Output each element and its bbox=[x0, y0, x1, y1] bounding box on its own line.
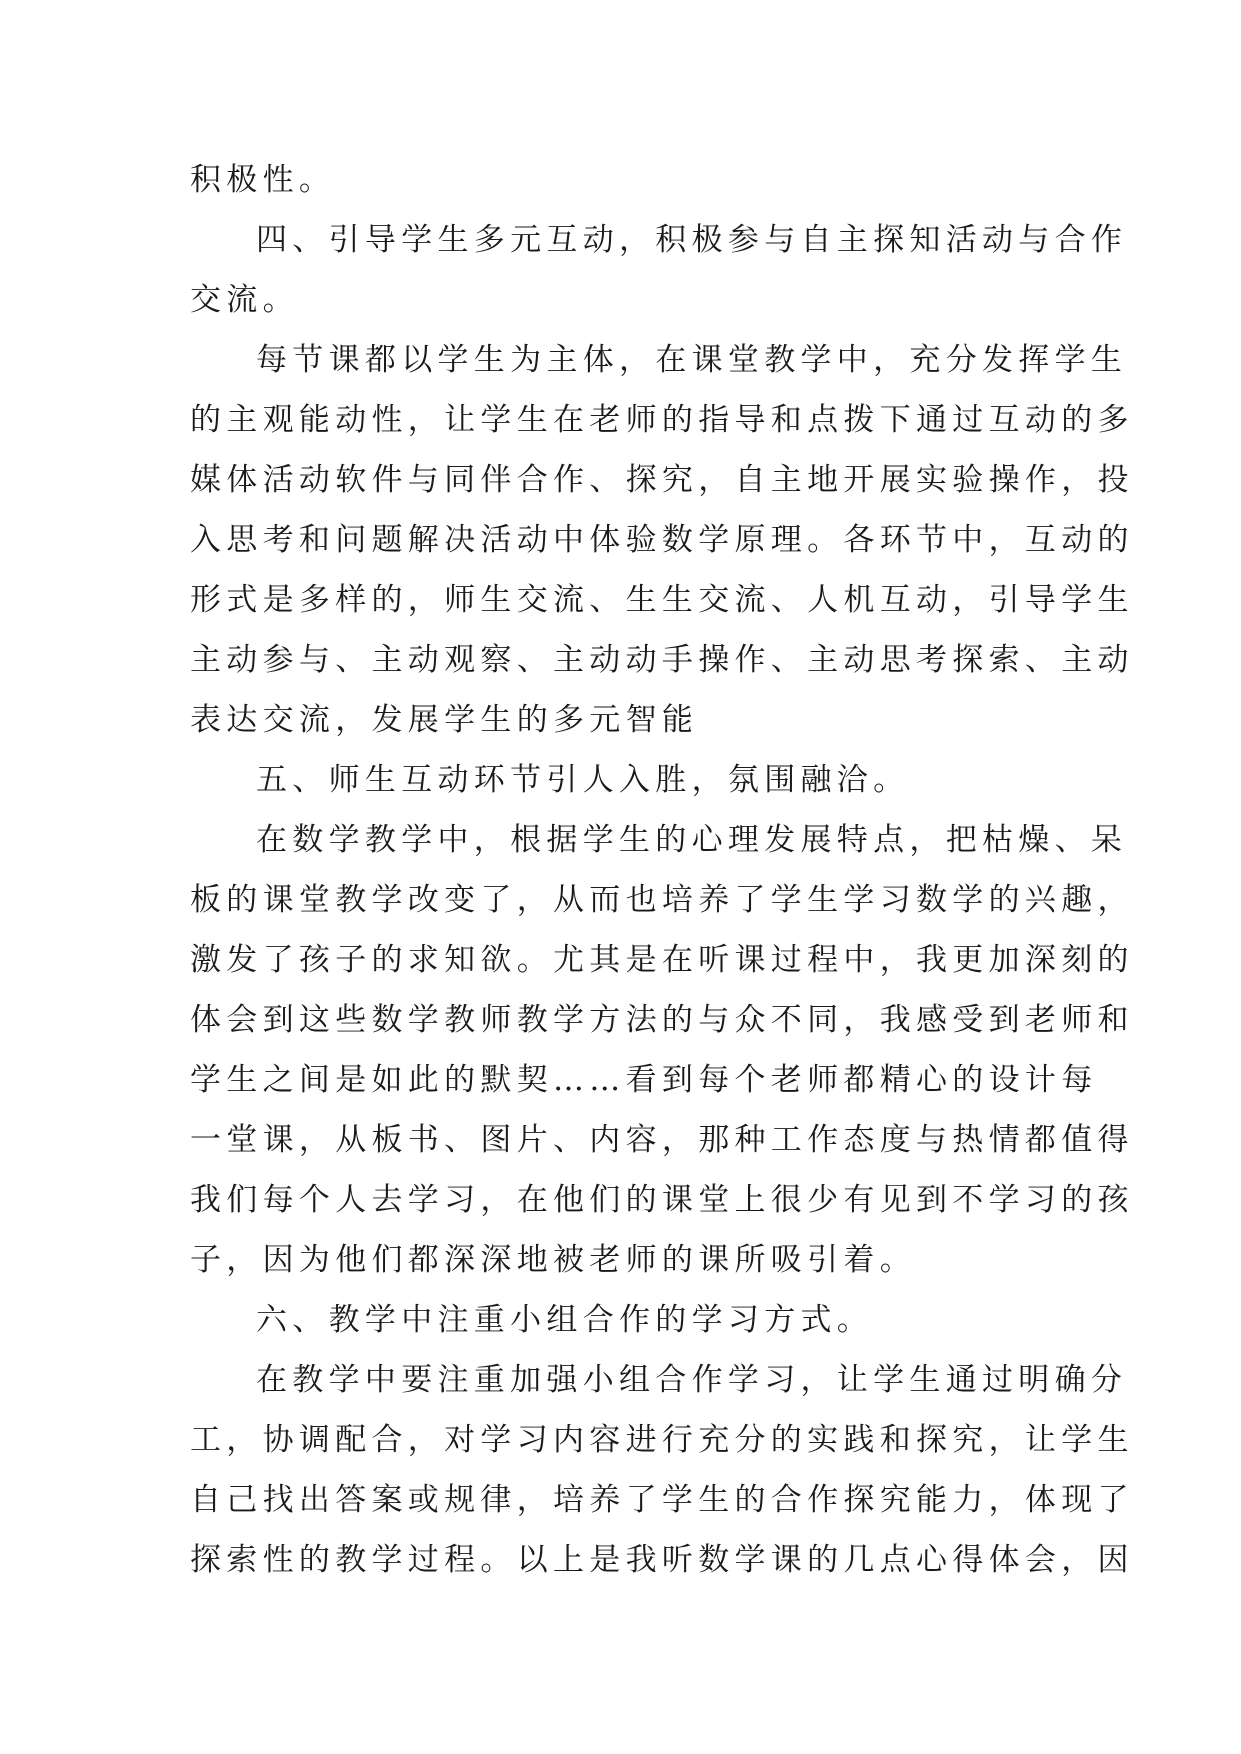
text-line: 交流。 bbox=[190, 282, 299, 318]
text-line: 一堂课，从板书、图片、内容，那种工作态度与热情都值得 bbox=[190, 1122, 1134, 1158]
text-line: 探索性的教学过程。以上是我听数学课的几点心得体会，因 bbox=[190, 1542, 1134, 1578]
document-body bbox=[190, 150, 1134, 1590]
paragraph-start: 每节课都以学生为主体，在课堂教学中，充分发挥学生 bbox=[256, 342, 1128, 378]
section-heading-5: 五、师生互动环节引人入胜，氛围融洽。 bbox=[256, 762, 910, 798]
paragraph-start: 在数学教学中，根据学生的心理发展特点，把枯燥、呆 bbox=[256, 822, 1128, 858]
text-line: 入思考和问题解决活动中体验数学原理。各环节中，互动的 bbox=[190, 522, 1134, 558]
text-line: 形式是多样的，师生交流、生生交流、人机互动，引导学生 bbox=[190, 582, 1134, 618]
text-line: 学生之间是如此的默契……看到每个老师都精心的设计每 bbox=[190, 1062, 1098, 1098]
text-line: 工，协调配合，对学习内容进行充分的实践和探究，让学生 bbox=[190, 1422, 1134, 1458]
text-line: 表达交流，发展学生的多元智能 bbox=[190, 702, 699, 738]
text-line: 自己找出答案或规律，培养了学生的合作探究能力，体现了 bbox=[190, 1482, 1134, 1518]
text-line: 的主观能动性，让学生在老师的指导和点拨下通过互动的多 bbox=[190, 402, 1134, 438]
text-line: 体会到这些数学教师教学方法的与众不同，我感受到老师和 bbox=[190, 1002, 1134, 1038]
section-heading-4: 四、引导学生多元互动，积极参与自主探知活动与合作 bbox=[256, 222, 1128, 258]
text-line: 积极性。 bbox=[190, 162, 336, 198]
text-line: 激发了孩子的求知欲。尤其是在听课过程中，我更加深刻的 bbox=[190, 942, 1134, 978]
section-heading-6: 六、教学中注重小组合作的学习方式。 bbox=[256, 1302, 874, 1338]
text-line: 我们每个人去学习，在他们的课堂上很少有见到不学习的孩 bbox=[190, 1182, 1134, 1218]
text-line: 板的课堂教学改变了，从而也培养了学生学习数学的兴趣， bbox=[190, 882, 1134, 918]
text-line: 子，因为他们都深深地被老师的课所吸引着。 bbox=[190, 1242, 916, 1278]
paragraph-start: 在教学中要注重加强小组合作学习，让学生通过明确分 bbox=[256, 1362, 1128, 1398]
text-line: 主动参与、主动观察、主动动手操作、主动思考探索、主动 bbox=[190, 642, 1134, 678]
text-line: 媒体活动软件与同伴合作、探究，自主地开展实验操作，投 bbox=[190, 462, 1134, 498]
